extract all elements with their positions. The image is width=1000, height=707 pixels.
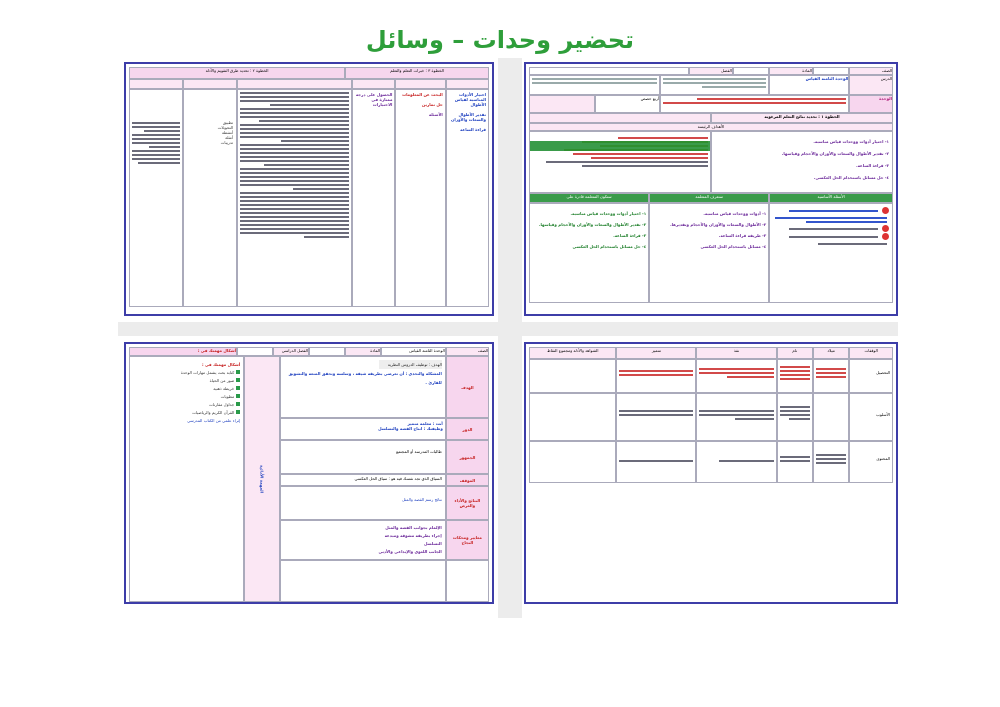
panel-learning-experiences: [124, 62, 494, 316]
goals-column: اختيار الأدوات المناسبة لقياس الأطوال تقدير الأطوال والسعات والأوزان قراءة الساعة: [446, 89, 489, 307]
step3-header: الخطوة ٣ : خبرات التعلم والتعلم: [345, 67, 489, 79]
activities-list-column: [129, 89, 183, 307]
performance-task-label: المهمة الأدائية: [259, 464, 265, 494]
goals-title: الأهداف الرئيسة: [529, 123, 893, 131]
will-be-able-column: ١- اختيار أدوات ووحدات قياس مناسبة. ٢- تقدير الأطوال والسعات والأوزان والأحجام وقياسها. ٣- قراءة الساعة. ٤- حل مسائل باستخدام الحل العكسي: [529, 203, 649, 303]
panel-rubric: الوقفات ميلاد نام نفذ متميز الشواهد والأدلة ومجموع النقاط التحصيل الأسلوب المحتوى: [524, 342, 898, 604]
rubric-row-2: الأسلوب: [529, 393, 893, 441]
unit-name: الوحدة الثامنة القياس: [769, 75, 849, 95]
task-forms-list: أشكال مهمتك في : كتابة بحث يشمل مهارات الوحدة صور من الحياة خريطة ذهنية مطويات جداول مقارنات القرآن الكريم والرياضيات إثراء علمي من الكتاب المدرسي: [129, 356, 244, 602]
essential-questions: [769, 203, 893, 303]
period: أربع حصص: [595, 95, 661, 113]
role-cell: أنت : معلمة متميز وظيفتك : انتاج القصة والتسلسل: [280, 418, 446, 440]
criteria-cell: الإلمام بجوانب القصة والمثل إجراء بطريقة مشوقة ومبدعة التسلسل الجانب اللغوي والإبداعي والأدبي: [280, 520, 446, 560]
horizontal-divider: [118, 322, 898, 336]
notes-column: تطبيق التحويلات أنشطة أمثلة تدريبات: [183, 89, 237, 307]
goals-list: ١- اختيار أدوات ووحدات قياس مناسبة. ٢- تقدير الأطوال والسعات والأوزان والأحجام وقياسها. ٣- قراءة الساعة. ٤- حل مسائل باستخدام الحل العكسي.: [711, 131, 893, 193]
page-title: تحضير وحدات – وسائل: [365, 26, 635, 54]
vertical-divider: [498, 58, 522, 618]
rubric-row-3: المحتوى: [529, 441, 893, 483]
activities-column: [237, 89, 352, 307]
will-know-column: ١- أدوات ووحدات قياس مناسبة. ٢- الأطوال والسعات والأوزان والأحجام وتقديرها. ٣- طريقة قراءة الساعة. ٤- مسائل باستخدام الحل العكسي: [649, 203, 769, 303]
rubric-row-1: التحصيل: [529, 359, 893, 393]
results-cell: نتائج رسم القصة والمثل: [280, 486, 446, 520]
step1-header: الخطوة ١ : تحديد نتائج التعلم المرغوبة: [711, 113, 893, 123]
eval-column: البحث عن المعلومات حل تمارين الأسئلة: [395, 89, 445, 307]
panel-performance-task: الصف الوحدة الثامنة القياس المادة الفصل الدراسي أشكال مهمتك في : الهدف الدور الجمهور الموقف النتائج والأداء والغرض معايير ومحكات النجاح الهدف : توظيف الدروس النظرية المشكلة والتحدي : أن تعرضي بطريقة شيقة ، وسلسة وتحقق المتعة والتشويق للقارئ . أنت : معلمة متميز وظيفتك : انتاج القصة والتسلسل طالبات المدرسة أو المجتمع السياق الذي تجد نفسك فيه هو : سياق الحل العكسي نتائج رسم القصة والمثل الإلمام بجوانب القصة والمثل إجراء بطريقة مشوقة ومبدعة التسلسل الجانب اللغوي والإبداعي والأدبي المهمة الأدائية أشكال مهمتك في : كتابة بحث يشمل مهارات الوحدة صور من الحياة خريطة ذهنية مطويات جداول مقارنات القرآن الكريم والرياضيات إثراء علمي من الكتاب المدرسي: [124, 342, 494, 604]
evidence-column: الحصول على درجة ممتازة في الاختبارات: [352, 89, 395, 307]
situation-cell: السياق الذي تجد نفسك فيه هو : سياق الحل العكسي: [280, 474, 446, 486]
panel-desired-results: الصف المادة الفصل الدرس الوحدة الثامنة القياس الوحدة أربع حصص الخطوة ١ : تحديد نتائج التعلم المرغوبة الأهداف الرئيسة ١- اختيار أدوات ووحدات قياس مناسبة. ٢- تقدير الأطوال والسعات والأوزان والأحجام وقياسها. ٣- قراءة الساعة. ٤- حل مسائل باستخدام الحل العكسي. الأسئلة الأساسية ستعرف المتعلمة ستكون المتعلمة قادرة على ١- أدوات ووحدات قياس مناسبة. ٢- الأطوال والسعات والأوزان والأحجام وتقديرها. ٣- طريقة قراءة الساعة. ٤- مسائل باستخدام الحل العكسي ١- اختيار أدوات ووحدات قياس مناسبة. ٢- تقدير الأطوال والسعات والأوزان والأحجام وقياسها. ٣- قراءة الساعة. ٤- حل مسائل باستخدام الحل العكسي: [524, 62, 898, 316]
audience-cell: طالبات المدرسة أو المجتمع: [280, 440, 446, 474]
step2-header: الخطوة ٢ : تحديد طرق التقويم والأدلة: [129, 67, 345, 79]
goal-cell: الهدف : توظيف الدروس النظرية المشكلة والتحدي : أن تعرضي بطريقة شيقة ، وسلسة وتحقق المتعة والتشويق للقارئ .: [280, 356, 446, 418]
